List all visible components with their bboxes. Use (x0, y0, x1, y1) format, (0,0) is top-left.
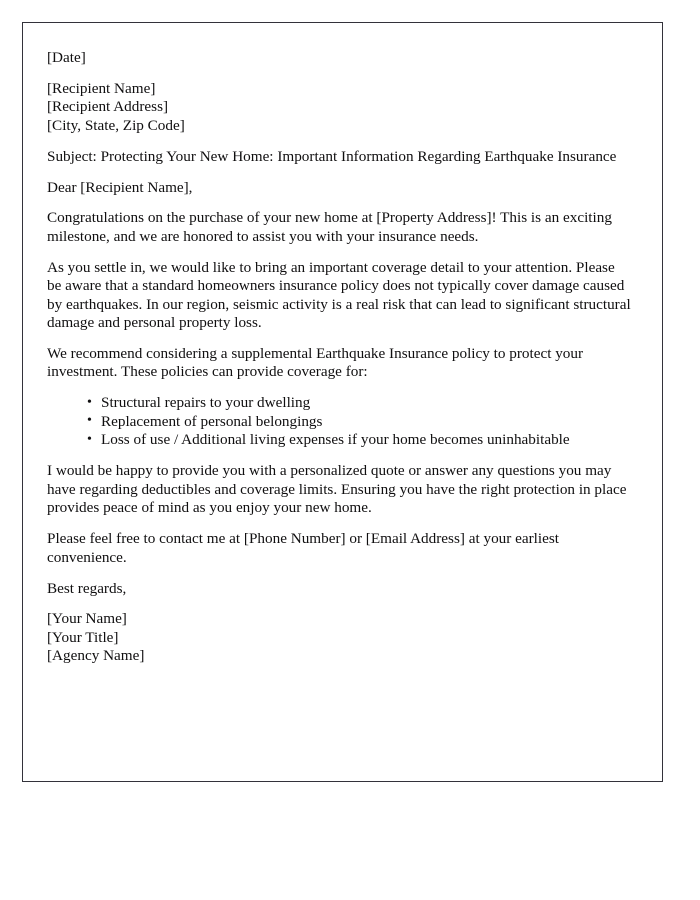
list-item: • Replacement of personal belongings (87, 413, 632, 432)
paragraph-coverage-warning: As you settle in, we would like to bring an important coverage detail to your attention. Please be aware that a standard homeowners insurance policy does not typically cover damage caused by earthquakes. In our region, seismic activity is a real risk that can lead to significant structural damage and personal property loss. (47, 258, 631, 331)
signature-title: [Your Title] (47, 628, 119, 646)
signature-block (47, 610, 632, 665)
signature-agency: [Agency Name] (47, 647, 145, 665)
paragraph-contact: Please feel free to contact me at [Phone Number] or [Email Address] at your earliest convenience. (47, 530, 559, 566)
date-line: [Date] (47, 49, 86, 66)
salutation: Dear [Recipient Name], (47, 178, 193, 196)
recipient-name: [Recipient Name] (47, 79, 156, 97)
paragraph-quote-offer: I would be happy to provide you with a personalized quote or answer any questions you may have regarding deductibles and coverage limits. Ensuring you have the right protection in place provides peace of mind as you enjoy your new home. (47, 462, 627, 517)
sign-off: Best regards, (47, 579, 127, 597)
signature-name: [Your Name] (47, 610, 127, 628)
letter-page (22, 22, 663, 782)
letter-body (23, 23, 662, 666)
list-item: • Structural repairs to your dwelling (87, 394, 632, 413)
paragraph-recommendation: We recommend considering a supplemental Earthquake Insurance policy to protect your investment. These policies can provide coverage for: (47, 344, 584, 381)
paragraph-congratulations: Congratulations on the purchase of your new home at [Property Address]! This is an exciting milestone, and we are honored to assist you with your insurance needs. (47, 209, 612, 245)
subject-line: Subject: Protecting Your New Home: Important Information Regarding Earthquake Insurance (47, 147, 617, 165)
list-item: • Loss of use / Additional living expenses if your home becomes uninhabitable (87, 431, 632, 450)
recipient-address-block (47, 80, 632, 135)
coverage-list (47, 394, 632, 450)
recipient-city-state-zip: [City, State, Zip Code] (47, 116, 185, 134)
recipient-address: [Recipient Address] (47, 98, 169, 116)
